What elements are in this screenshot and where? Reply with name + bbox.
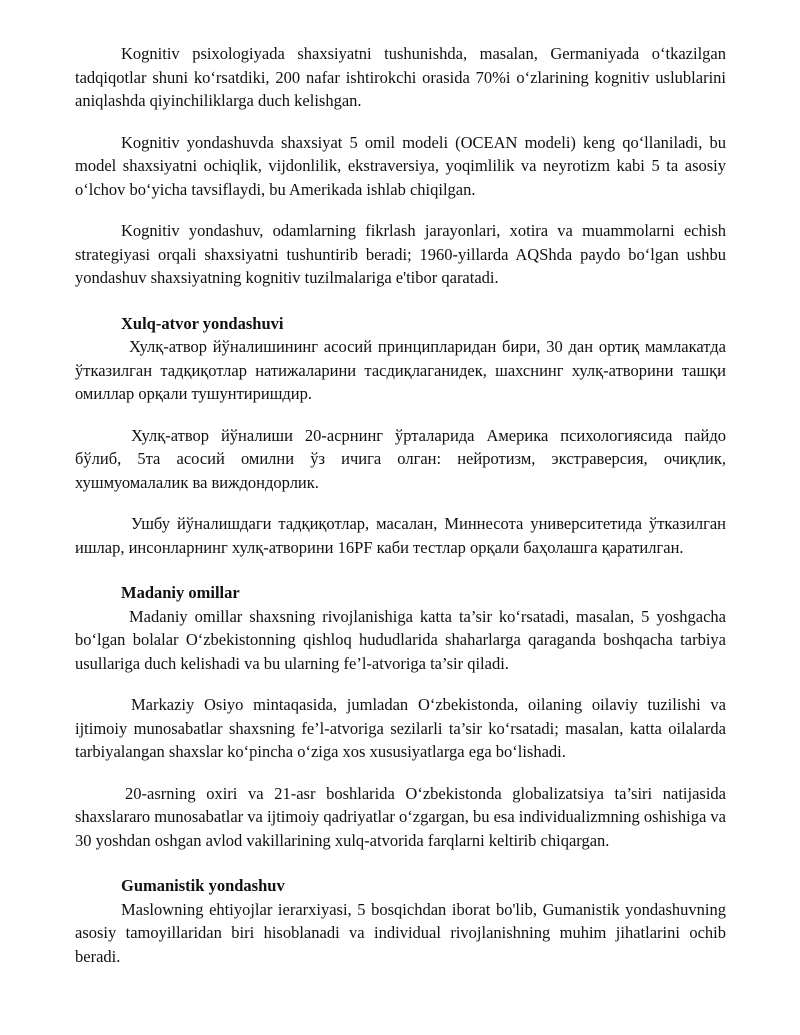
behavior-paragraph-1: Хулқ-атвор йўналишининг асосий принципларидан бири, 30 дан ортиқ мамлакатда ўтказилган тадқиқотлар натижаларини тасдиқлаганидек, шахснинг хулқ-атворини ташқи омиллар орқали тушунтиришдир.	[75, 337, 726, 403]
document-page	[75, 42, 726, 968]
culture-paragraph-1: Madaniy omillar shaxsning rivojlanishiga katta ta’sir ko‘rsatadi, masalan, 5 yoshgacha bo‘lgan bolalar O‘zbekistonning qishloq hududlarida shaharlarga qaraganda boshqacha tarbiya usullariga duch kelishadi va bu ularning fe’l-atvoriga ta’sir qiladi.	[75, 606, 726, 673]
section-heading-behavior: Xulq-atvor yondashuvi	[121, 313, 284, 333]
culture-paragraph-2: Markaziy Osiyo mintaqasida, jumladan O‘zbekistonda, oilaning oilaviy tuzilishi va ijtimoiy munosabatlar shaxsning fe’l-atvoriga sezilarli ta’sir ko‘rsatadi; masalan, katta oilalarda tarbiyalangan shaxslar ko‘pincha o‘ziga xos xususiyatlarga ega bo‘lishadi.	[75, 695, 726, 761]
humanistic-paragraph-1: Maslowning ehtiyojlar ierarxiyasi, 5 bosqichdan iborat bo'lib, Gumanistik yondashuvning asosiy tamoyillaridan biri hisoblanadi va individual rivojlanishning muhim jihatlarini ochib beradi.	[75, 899, 726, 966]
behavior-paragraph-2: Хулқ-атвор йўналиши 20-асрнинг ўрталарида Америка психологиясида пайдо бўлиб, 5та асосий омилни ўз ичига олган: нейротизм, экстраверсия, очиқлик, хушмуомалалик ва виждондорлик.	[75, 425, 726, 492]
intro-paragraph-3: Kognitiv yondashuv, odamlarning fikrlash jarayonlari, xotira va muammolarni echish strategiyasi orqali shaxsiyatni tushuntirib beradi; 1960-yillarda AQShda paydo bo‘lgan ushbu yondashuv shaxsiyatning kognitiv tuzilmalariga e'tibor qaratadi.	[75, 221, 726, 287]
intro-paragraph-1: Kognitiv psixologiyada shaxsiyatni tushunishda, masalan, Germaniyada o‘tkazilgan tadqiqotlar shuni ko‘rsatdiki, 200 nafar ishtirokchi orasida 70%i o‘zlarining kognitiv uslublarini aniqlashda qiyinchiliklarga duch kelishgan.	[75, 44, 726, 110]
section-heading-humanistic: Gumanistik yondashuv	[121, 876, 285, 895]
behavior-paragraph-3: Ушбу йўналишдаги тадқиқотлар, масалан, Миннесота университетида ўтказилган ишлар, инсонларнинг хулқ-атворини 16PF каби тестлар орқали баҳолашга қаратилган.	[75, 514, 726, 557]
culture-paragraph-3: 20-asrning oxiri va 21-asr boshlarida O‘zbekistonda globalizatsiya ta’siri natijasida shaxslararo munosabatlar va ijtimoiy qadriyatlar o‘zgargan, bu esa individualizmning oshishiga va 30 yoshdan oshgan avlod vakillarining xulq-atvorida farqlarni keltirib chiqargan.	[75, 783, 726, 850]
section-heading-culture: Madaniy omillar	[121, 583, 240, 602]
intro-paragraph-2: Kognitiv yondashuvda shaxsiyat 5 omil modeli (OCEAN modeli) keng qo‘llaniladi, bu model shaxsiyatni ochiqlik, vijdonlilik, ekstraversiya, yoqimlilik va neyrotizm kabi 5 ta asosiy o‘lchov bo‘yicha tavsiflaydi, bu Amerikada ishlab chiqilgan.	[75, 132, 726, 199]
